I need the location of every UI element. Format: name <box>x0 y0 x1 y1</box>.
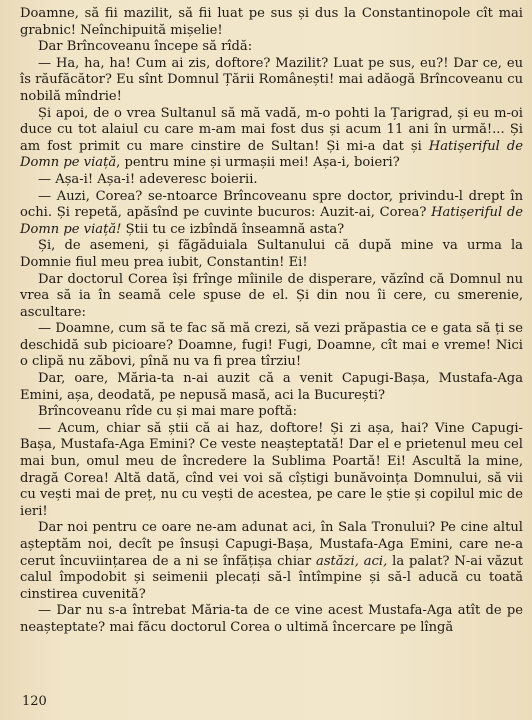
text-segment: Doamne, să fii mazilit, să fii luat pe sus și dus la Constantinopole cît mai grabnic! Neînchipuită mișelie! <box>20 6 523 38</box>
text-segment: Dar Brîncoveanu începe să rîdă: <box>38 39 253 55</box>
text-segment: , pentru mine și urmașii mei! Așa-i, boieri? <box>116 155 400 171</box>
italic-text: astăzi, aci, <box>316 553 388 569</box>
paragraph <box>20 6 523 39</box>
italic-text: Hatișeriful de Domn pe viață <box>20 138 523 171</box>
paragraph <box>20 603 523 636</box>
text-segment: Dar doctorul Corea își frînge mîinile de disperare, văzînd că Domnul nu vrea să ia în seamă cele spuse de el. Și din nou îi cere, cu smerenie, ascultare: <box>20 271 523 320</box>
text-segment: Știi tu ce izbîndă înseamnă asta? <box>121 221 345 237</box>
text-segment: — Auzi, Corea? se-ntoarce Brîncoveanu spre doctor, privindu-l drept în ochi. Și repetă, apăsînd pe cuvinte bucuros: Auzit-ai, Corea? <box>20 188 523 221</box>
paragraph <box>20 421 523 521</box>
text-segment: — Așa-i! Așa-i! adeveresc boierii. <box>38 171 258 187</box>
paragraph <box>20 321 523 371</box>
page-number: 120 <box>22 694 47 709</box>
paragraph <box>20 404 523 421</box>
paragraph <box>20 238 523 271</box>
page-text <box>20 6 523 637</box>
paragraph <box>20 272 523 322</box>
text-segment: Și apoi, de o vrea Sultanul să mă vadă, m-o pohti la Țarigrad, și eu m-oi duce cu tot alaiul cu care m-am mai fost dus și acum 11 ani în urmă!... Și am fost primit cu mare cinstire de Sultan! Și mi-a dat și <box>20 105 523 154</box>
text-segment: — Ha, ha, ha! Cum ai zis, doftore? Mazilit? Luat pe sus, eu?! Dar ce, eu îs răufăcător? Eu sînt Domnul Țării Românești! mai adăogă Brîncoveanu cu nobilă mîndrie! <box>20 55 523 104</box>
text-segment: Și, de asemeni, și făgăduiala Sultanului că după mine va urma la Domnie fiul meu prea iubit, Constantin! Ei! <box>20 238 523 270</box>
text-segment: — Dar nu s-a întrebat Măria-ta de ce vine acest Mustafa-Aga atît de pe neașteptate? mai făcu doctorul Corea o ultimă încercare pe lîngă <box>20 603 523 635</box>
paragraph <box>20 172 523 189</box>
paragraph <box>20 520 523 603</box>
text-segment: — Doamne, cum să te fac să mă crezi, să vezi prăpastia ce e gata să ți se deschidă sub picioare? Doamne, fugi! Fugi, Doamne, cît mai e vreme! Nici o clipă nu zăbovi, pînă nu va fi prea tîrziu! <box>20 321 523 370</box>
paragraph <box>20 39 523 56</box>
text-segment: Dar, oare, Măria-ta n-ai auzit că a venit Capugi-Bașa, Mustafa-Aga Emini, așa, deodată, pe nepusă masă, aci la București? <box>20 371 523 403</box>
text-segment: Dar noi pentru ce oare ne-am adunat aci, în Sala Tronului? Pe cine altul așteptăm noi, decît pe însuși Capugi-Bașa, Mustafa-Aga Emini, care ne-a cerut încuviințarea de a ni se înfățișa chiar <box>20 520 523 569</box>
paragraph <box>20 189 523 239</box>
paragraph <box>20 106 523 172</box>
text-segment: — Acum, chiar să știi că ai haz, doftore! Și zi așa, hai? Vine Capugi-Bașa, Mustafa-Aga Emini? Ce veste neașteptată! Dar el e prietenul meu cel mai bun, omul meu de încredere la Sublima Poartă! Ei! Ascultă la mine, dragă Corea! Altă dată, cînd vei voi să cîștigi bunăvoința Domnului, să vii cu vești mai de preț, nu cu vești de acestea, pe care le știe și copilul mic de ieri! <box>20 420 523 519</box>
italic-text: Hatișeriful de Domn pe viață! <box>20 205 523 237</box>
paragraph <box>20 56 523 106</box>
text-segment: la palat? N-ai văzut calul împodobit și seimenii plecați să-l întîmpine și să-l aducă cu toată cinstirea cuvenită? <box>20 553 523 602</box>
paragraph <box>20 371 523 404</box>
text-segment: Brîncoveanu rîde cu și mai mare poftă: <box>38 404 297 420</box>
